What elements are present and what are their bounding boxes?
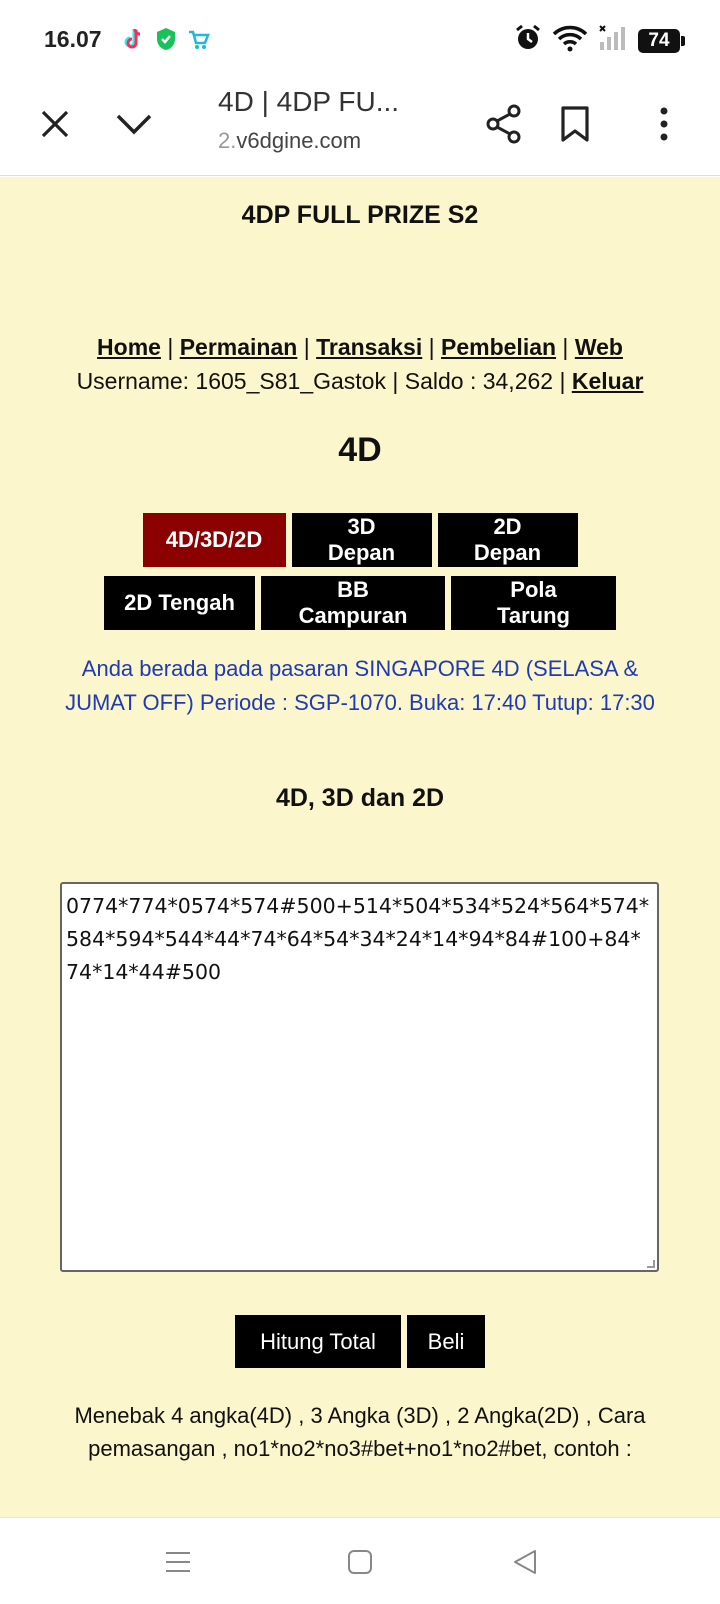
status-system-icons: [514, 24, 680, 57]
tab-4d-3d-2d[interactable]: 4D/3D/2D: [143, 513, 286, 567]
calculate-total-button[interactable]: Hitung Total: [235, 1315, 401, 1368]
status-app-icons: [122, 26, 210, 52]
close-icon[interactable]: [23, 92, 87, 156]
url-prefix: 2.: [218, 128, 237, 153]
tiktok-icon: [122, 26, 146, 52]
browser-page-title[interactable]: 4D | 4DP FU...: [218, 86, 400, 117]
logout-link[interactable]: Keluar: [571, 368, 644, 394]
menu-icon[interactable]: [158, 1542, 198, 1582]
battery-level: 74: [648, 29, 670, 51]
bet-input-textarea[interactable]: [60, 882, 659, 1272]
system-nav-bar: [0, 1517, 720, 1604]
nav-links: [0, 330, 720, 364]
nav-permainan-link[interactable]: Permainan: [179, 334, 298, 360]
game-title: 4D: [338, 431, 382, 469]
status-time: 16.07: [44, 26, 102, 52]
wifi-icon: [552, 24, 588, 57]
instructions-text: Menebak 4 angka(4D) , 3 Angka (3D) , 2 Angka(2D) , Cara pemasangan , no1*no2*no3#bet+no1*no2#bet, contoh :: [74, 1403, 646, 1461]
nav-separator: |: [556, 334, 575, 360]
home-icon[interactable]: [340, 1542, 380, 1582]
site-title: 4DP FULL PRIZE S2: [241, 201, 479, 229]
nav-transaksi-link[interactable]: Transaksi: [316, 334, 423, 360]
tab-pola-tarung[interactable]: Pola Tarung: [451, 576, 616, 630]
section-title: 4D, 3D dan 2D: [275, 784, 445, 812]
account-info: [0, 364, 720, 398]
more-options-icon[interactable]: [632, 92, 696, 156]
status-bar: [0, 0, 720, 72]
chevron-down-icon[interactable]: [102, 92, 166, 156]
bet-input-value: 0774*774*0574*574#500+514*504*534*524*564*574*584*594*544*44*74*64*54*34*24*14*94*84#100+84*74*14*44#500: [66, 894, 650, 984]
tab-bb-campuran[interactable]: BB Campuran: [261, 576, 445, 630]
browser-url[interactable]: [218, 128, 361, 154]
shield-icon: [154, 26, 178, 52]
buy-button[interactable]: Beli: [407, 1315, 485, 1368]
game-tabs-row-2: [0, 576, 720, 630]
nav-web-link[interactable]: Web: [574, 334, 623, 360]
bookmark-icon[interactable]: [543, 92, 607, 156]
nav-pembelian-link[interactable]: Pembelian: [441, 334, 557, 360]
resize-handle[interactable]: [647, 1260, 655, 1268]
nav-separator: |: [422, 334, 441, 360]
tab-2d-depan[interactable]: 2D Depan: [438, 513, 578, 567]
nav-separator: |: [160, 334, 180, 360]
main-nav: [0, 330, 720, 398]
url-domain: v6dgine.com: [236, 128, 362, 153]
page-content: [0, 177, 720, 1517]
game-tabs-row-1: [0, 513, 720, 567]
alarm-icon: [514, 24, 542, 57]
tab-2d-tengah[interactable]: 2D Tengah: [104, 576, 255, 630]
back-icon[interactable]: [505, 1542, 545, 1582]
signal-icon: [598, 24, 628, 57]
shopping-bag-icon: [186, 26, 210, 52]
nav-separator: |: [297, 334, 317, 360]
browser-toolbar: [0, 72, 720, 176]
nav-home-link[interactable]: Home: [97, 334, 161, 360]
share-icon[interactable]: [472, 92, 536, 156]
market-info: Anda berada pada pasaran SINGAPORE 4D (SELASA & JUMAT OFF) Periode : SGP-1070. Buka: 17:40 Tutup: 17:30: [65, 656, 655, 715]
tab-3d-depan[interactable]: 3D Depan: [292, 513, 432, 567]
action-buttons: [0, 1315, 720, 1368]
username-balance-text: Username: 1605_S81_Gastok | Saldo : 34,262 |: [76, 368, 572, 394]
battery-icon: [638, 29, 680, 53]
